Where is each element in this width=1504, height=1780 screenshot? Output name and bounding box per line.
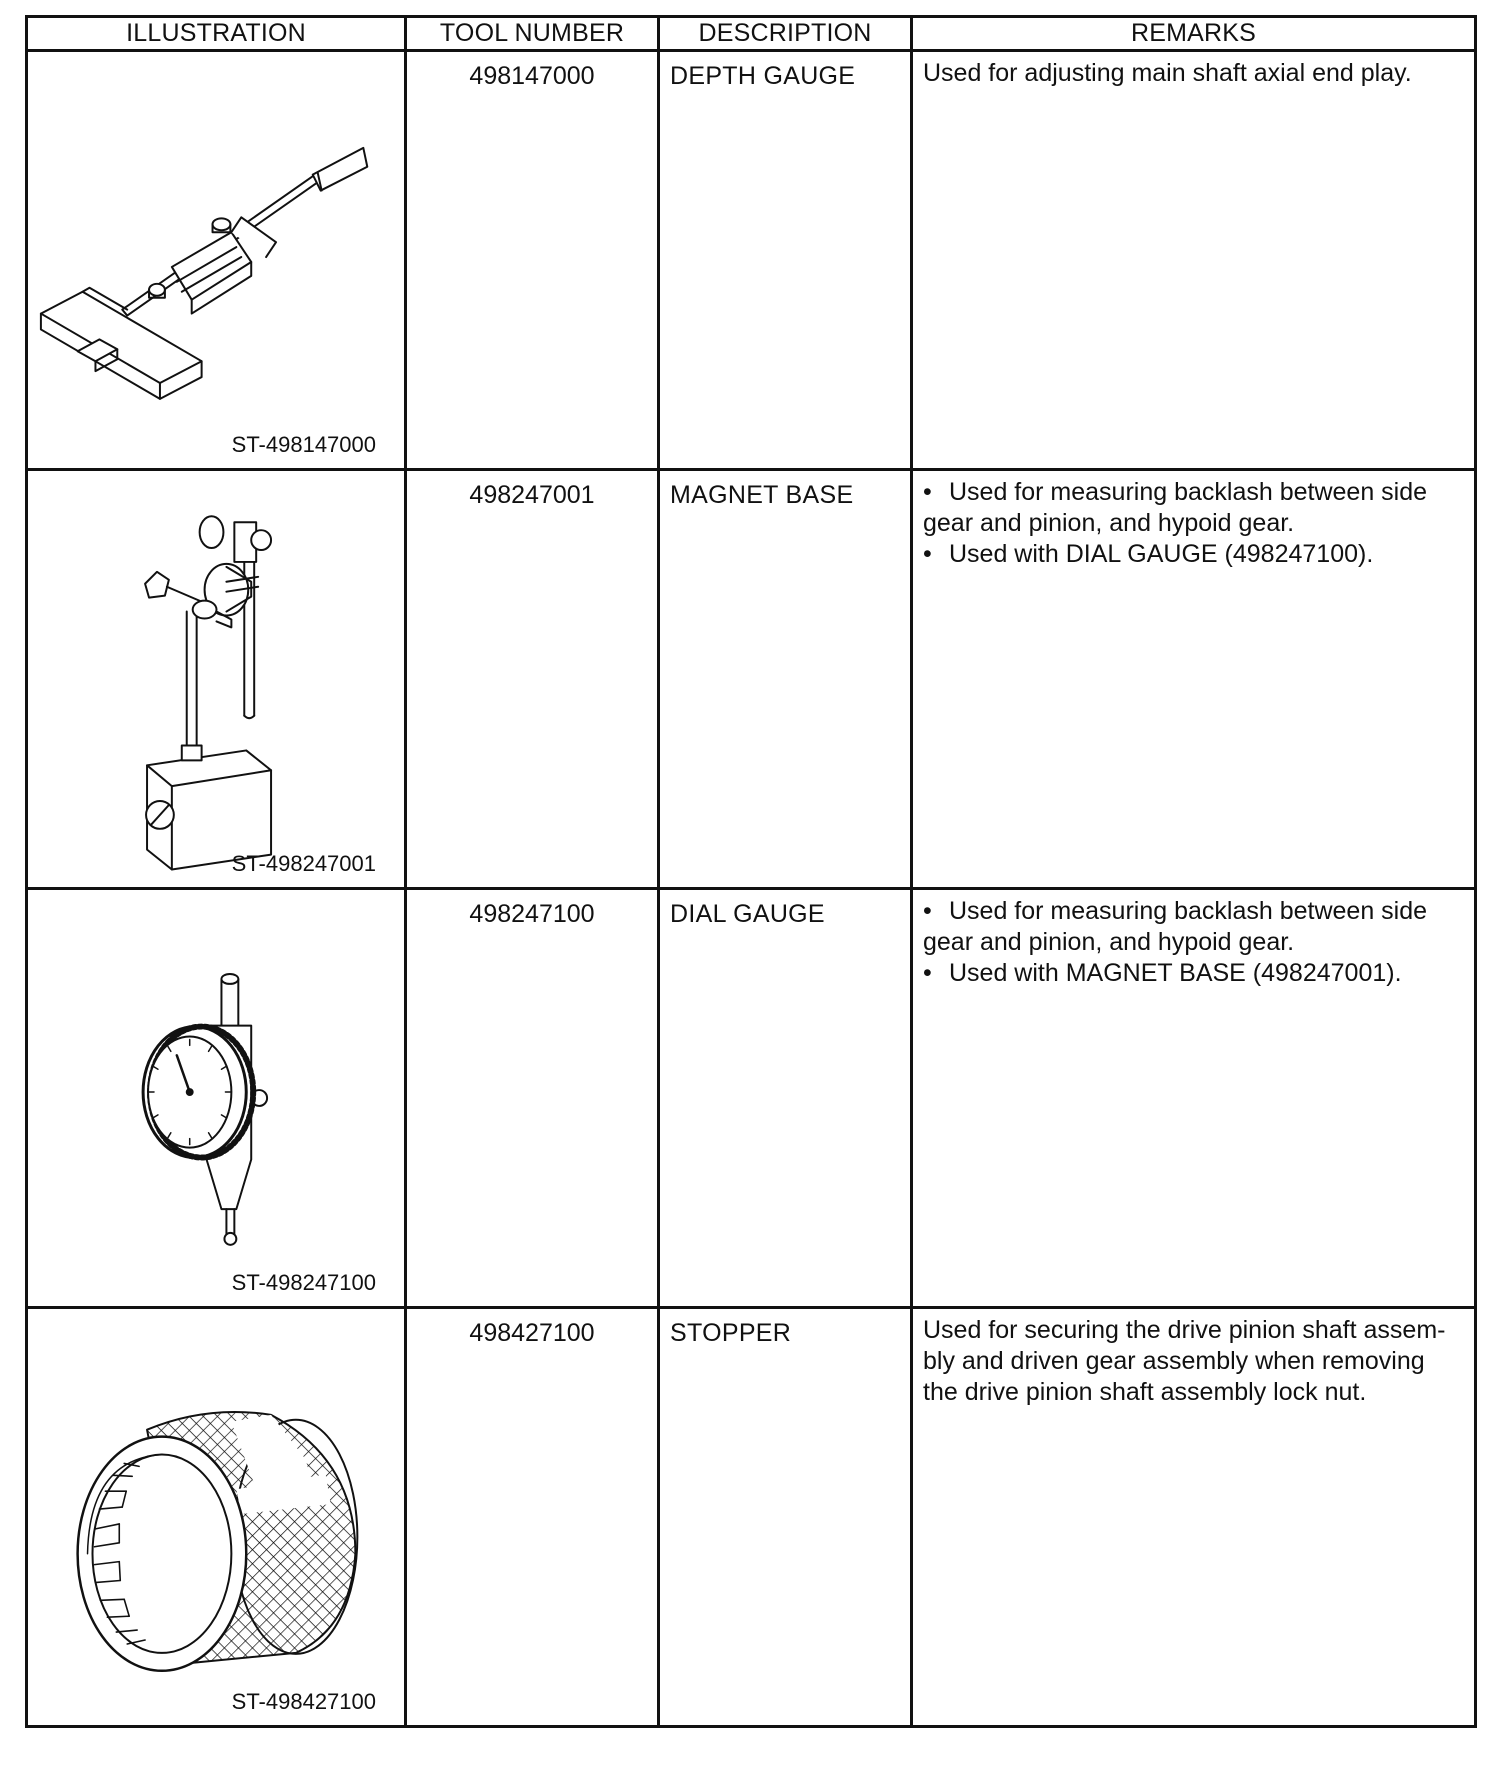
tool-number: 498247100 <box>406 889 659 1308</box>
remark-line: bly and driven gear assembly when removing <box>923 1347 1425 1375</box>
table-row <box>27 51 1476 470</box>
tool-remarks <box>912 889 1476 1308</box>
illustration-cell <box>27 889 406 1308</box>
tool-description: STOPPER <box>659 1308 912 1727</box>
tool-description: DIAL GAUGE <box>659 889 912 1308</box>
illustration-code: ST-498427100 <box>231 1689 376 1714</box>
bullet: • <box>923 897 932 925</box>
remark-line: Used for measuring backlash between side <box>949 897 1428 925</box>
tool-remarks <box>912 470 1476 889</box>
illustration-code: ST-498247100 <box>231 1270 376 1295</box>
illustration-cell <box>27 1308 406 1727</box>
header-illustration: ILLUSTRATION <box>27 17 406 51</box>
remark-line: the drive pinion shaft assembly lock nut. <box>923 1378 1367 1406</box>
illustration-cell <box>27 470 406 889</box>
table-row <box>27 470 1476 889</box>
tool-number: 498147000 <box>406 51 659 470</box>
remark-line: Used with MAGNET BASE (498247001). <box>949 959 1402 987</box>
tool-remarks <box>912 1308 1476 1727</box>
remark-line: Used for securing the drive pinion shaft assem- <box>923 1316 1446 1344</box>
header-tool-number: TOOL NUMBER <box>406 17 659 51</box>
remark-line: gear and pinion, and hypoid gear. <box>923 928 1295 956</box>
bullet: • <box>923 540 932 568</box>
remark-line: gear and pinion, and hypoid gear. <box>923 509 1295 537</box>
tool-number: 498247001 <box>406 470 659 889</box>
remark-item <box>923 896 1464 927</box>
depth-gauge-icon <box>28 52 404 468</box>
remark-item <box>923 477 1464 508</box>
remark-text: Used for adjusting main shaft axial end play. <box>923 59 1412 87</box>
magnet-base-icon <box>28 471 404 887</box>
table-header-row <box>27 17 1476 51</box>
tool-remarks <box>912 51 1476 470</box>
illustration-cell <box>27 51 406 470</box>
bullet: • <box>923 959 932 987</box>
table-row <box>27 1308 1476 1727</box>
header-remarks: REMARKS <box>912 17 1476 51</box>
illustration-code: ST-498247001 <box>231 851 376 876</box>
remark-item <box>923 958 1464 989</box>
header-description: DESCRIPTION <box>659 17 912 51</box>
remark-item <box>923 539 1464 570</box>
tool-description: DEPTH GAUGE <box>659 51 912 470</box>
table-row <box>27 889 1476 1308</box>
remark-line: Used for measuring backlash between side <box>949 478 1428 506</box>
stopper-icon <box>28 1309 404 1725</box>
bullet: • <box>923 478 932 506</box>
dial-gauge-icon <box>28 890 404 1306</box>
tool-description: MAGNET BASE <box>659 470 912 889</box>
tool-number: 498427100 <box>406 1308 659 1727</box>
special-tools-table <box>25 15 1477 1728</box>
remark-line: Used with DIAL GAUGE (498247100). <box>949 540 1374 568</box>
illustration-code: ST-498147000 <box>231 432 376 457</box>
